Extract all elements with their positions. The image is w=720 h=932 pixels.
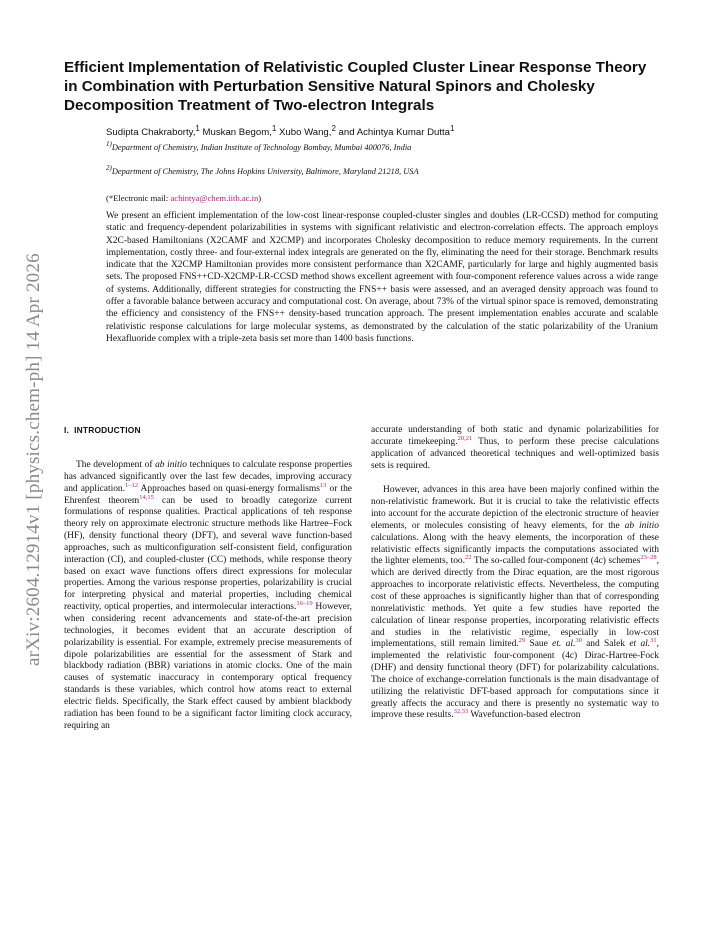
email-suffix: ) xyxy=(258,193,262,203)
corresponding-email xyxy=(106,193,586,204)
text-run: , which are derived directly from the Dirac equation, are the most rigorous approaches to incorporate relativistic effects. Nevertheless, the computing cost of these approaches is significantly higher than that of corresponding nonrelativistic methods. Yet quite a few studies have reported the calculation of linear response properties, incorporating relativistic effects and studies in the relativistic regime, especially in low-cost implementations, still remain limited. xyxy=(371,556,659,650)
right-column xyxy=(371,425,659,722)
section-number: I. xyxy=(64,425,70,435)
text-run: techniques to calculate response properties has advanced significantly over the last few decades, improving accuracy and application. xyxy=(64,460,352,494)
email-link[interactable]: achintya@chem.iitb.ac.in xyxy=(170,193,259,203)
left-column xyxy=(64,460,352,732)
text-run: However, when considering recent advancements and state-of-the-art precision technologies, it becomes evident that an accurate description of polarizability is essential. For example, extremely precise measurements of dipole polarizabilities are essential for the assessment of Stark and blackbody radiation (BBR) variations in atomic clocks. One of the main causes of systematic inaccuracy in contemporary optical frequency standards is these variables, which control how atoms react to external electric fields. Specifically, the Stark effect caused by ambient blackbody radiation has been found to be a significant factor limiting clock accuracy, requiring an xyxy=(64,602,352,731)
affiliation-text: Department of Chemistry, The Johns Hopkins University, Baltimore, Maryland 21218, USA xyxy=(111,166,419,176)
citation-link[interactable]: 16–19 xyxy=(296,599,313,607)
abstract: We present an efficient implementation of the low-cost linear-response coupled-cluster singles and doubles (LR-CCSD) method for computing static and frequency-dependent polarizabilities in systems with significant relativistic and electron-correlation effects. The approach employs X2C-based Hamiltonians (X2CAMF and X2CMP) and incorporates Cholesky decomposition to reduce memory requirements. In the current implementation, costly three- and four-external index integrals are generated on the fly, eliminating the need for their storage. Benchmark results indicate that the X2CMP Hamiltonian provides more consistent performance than X2CAMF, particularly for large and highly augmented basis sets. The proposed FNS++CD-X2CMP-LR-CCSD method shows excellent agreement with four-component reference values across a wide range of systems. Additionally, different strategies for constructing the FNS++ basis were assessed, and an averaged density approach was found to offer a favorable balance between accuracy and computational cost. On average, about 73% of the virtual spinor space is removed, demonstrating the efficiency and consistency of the FNS++ density-based truncation approach. The present implementation enables accurate and scalable relativistic response calculations for large molecular systems, as demonstrated by the calculation of the static polarizability of the Uranium Hexafluoride complex with a triple-zeta basis set more than 1400 basis functions. xyxy=(106,211,658,344)
italic-run: ab initio xyxy=(155,460,188,470)
text-run: calculations. Along with the heavy elements, the incorporation of these relativistic effects significantly impacts the computations associated with the lighter elements, too. xyxy=(371,532,659,567)
affiliation-mark: 2 xyxy=(331,124,336,133)
citation-link[interactable]: 20,21 xyxy=(457,434,473,442)
intro-paragraph xyxy=(371,485,659,722)
author-name: Sudipta Chakraborty, xyxy=(106,127,196,139)
text-run: , implemented the relativistic four-component (4c) Dirac-Hartree-Fock (DHF) and density functional theory (DFT) for polarizability calculations. The choice of exchange-correlation functionals is the main disadvantage of utilizing the relativistic DFT-based approach for computations since it greatly affects the accuracy and there is presently no systematic way to improve these results. xyxy=(371,639,660,721)
author-list xyxy=(106,122,626,139)
citation-link[interactable]: 31 xyxy=(650,637,657,645)
text-run: and Salek xyxy=(581,639,630,650)
affiliation-mark: 1 xyxy=(450,124,455,133)
arxiv-identifier-stamp: arXiv:2604.12914v1 [physics.chem-ph] 14 Apr 2026 xyxy=(23,253,44,667)
affiliation-mark: 1 xyxy=(271,124,277,133)
continued-paragraph xyxy=(371,425,659,472)
text-run: However, advances in this area have been majorly confined within the non-relativistic framework. But it is crucial to take the relativistic effects into account for the accurate depiction of the electronic structure of heavier elements, or molecules consisting of heavy elements, for the xyxy=(371,485,659,531)
citation-link[interactable]: 32,33 xyxy=(453,708,469,716)
citation-link[interactable]: 30 xyxy=(575,637,582,645)
affiliation-mark: 1) xyxy=(106,140,112,148)
affiliation-mark: 2) xyxy=(106,164,112,172)
author-name: Xubo Wang, xyxy=(276,127,332,139)
paper-title: Efficient Implementation of Relativistic Coupled Cluster Linear Response Theory in Combination with Perturbation Sensitive Natural Spinors and Cholesky Decomposition Treatment of Two-electron Integrals xyxy=(64,59,647,114)
text-run: or the Ehrenfest theorem xyxy=(64,483,352,506)
text-run: Thus, to perform these precise calculations application of advanced theoretical techniques and well-optimized basis sets is required. xyxy=(371,436,659,471)
affiliation-mark: 1 xyxy=(195,124,200,133)
text-run: can be used to broadly categorize current formulations of response qualities. Practical applications of teh response theory rely on approximate electronic structure methods like Hartree–Fock (HF), density functional theory (DFT), and several wave function-based approaches, such as multiconfiguration self-consistent field, configuration interaction (CI), and coupled-cluster (CC) methods, while response theory based on exact wave functions offers direct expressions for molecular properties. Among the various response properties, polarizability is crucial for interpreting physical and material properties, including chemical reactivity, optical properties, and intermolecular interactions. xyxy=(64,495,352,613)
citation-link[interactable]: 1–12 xyxy=(125,481,138,489)
italic-run: ab initio xyxy=(624,520,659,531)
section-heading xyxy=(64,425,364,435)
citation-link[interactable]: 13 xyxy=(319,481,327,489)
text-run: The development of xyxy=(76,460,156,470)
email-prefix: (*Electronic mail: xyxy=(106,193,171,203)
text-run: Saue xyxy=(525,639,553,650)
italic-run: et. al. xyxy=(552,639,576,650)
text-run: The so-called four-component (4c) schemes xyxy=(471,556,641,567)
text-run: Wavefunction-based electron xyxy=(468,710,581,721)
citation-link[interactable]: 14,15 xyxy=(139,493,154,501)
text-run: Approaches based on quasi-energy formalisms xyxy=(138,483,320,494)
affiliation-text: Department of Chemistry, Indian Institute of Technology Bombay, Mumbai 400076, India xyxy=(111,142,412,152)
citation-link[interactable]: 22 xyxy=(465,554,472,562)
text-run: accurate understanding of both static and dynamic polarizabilities for accurate timekeeping. xyxy=(371,425,659,447)
section-title: INTRODUCTION xyxy=(74,425,141,435)
affiliation-1 xyxy=(106,139,576,153)
affiliation-2 xyxy=(106,163,576,177)
author-name: and Achintya Kumar Dutta xyxy=(335,127,451,139)
author-name: Muskan Begom, xyxy=(199,127,272,139)
italic-run: et al. xyxy=(629,639,651,650)
citation-link[interactable]: 23–28 xyxy=(640,554,657,562)
intro-paragraph xyxy=(64,460,352,732)
citation-link[interactable]: 29 xyxy=(518,637,526,645)
